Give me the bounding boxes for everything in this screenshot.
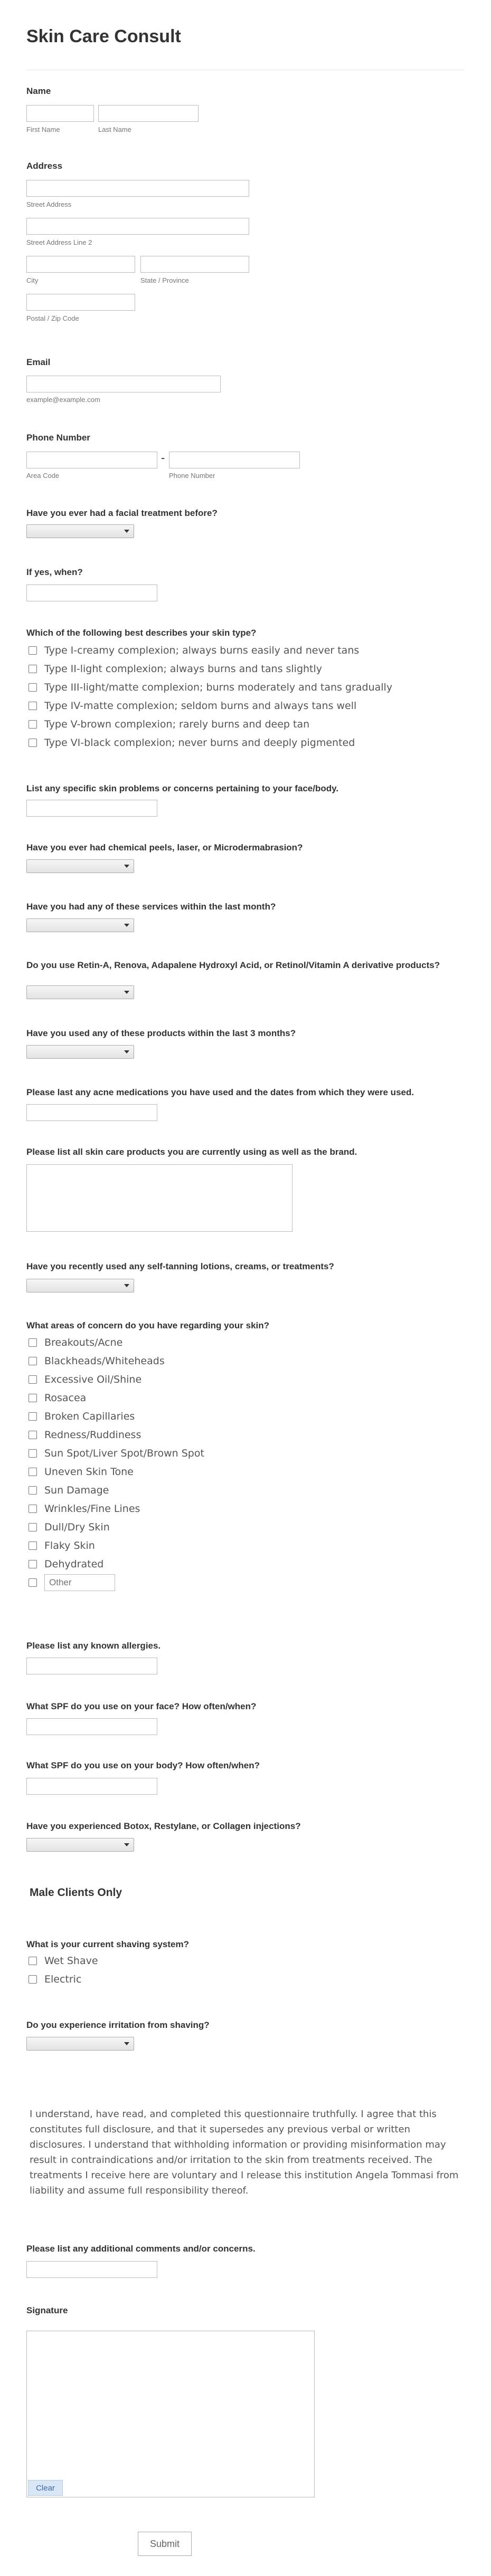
peels-select[interactable]	[26, 859, 134, 873]
acne-medications-input[interactable]	[26, 1104, 157, 1121]
concern-option[interactable]: Wrinkles/Fine Lines	[26, 1499, 459, 1518]
email-input[interactable]	[26, 376, 221, 392]
phone-label: Phone Number	[26, 433, 90, 443]
skin-type-option[interactable]: Type I-creamy complexion; always burns easily and never tans	[26, 641, 459, 659]
phone-separator: -	[161, 451, 165, 464]
skin-products-label: Please list all skin care products you are currently using as well as the brand.	[26, 1147, 357, 1157]
concern-option[interactable]: Dull/Dry Skin	[26, 1518, 459, 1536]
checkbox[interactable]	[29, 1523, 37, 1531]
concern-option[interactable]: Breakouts/Acne	[26, 1333, 459, 1352]
area-code-sublabel: Area Code	[26, 472, 60, 480]
self-tanning-select[interactable]	[26, 1279, 134, 1292]
signature-label: Signature	[26, 2305, 68, 2315]
other-concern-input[interactable]	[44, 1574, 115, 1591]
concern-option[interactable]: Uneven Skin Tone	[26, 1462, 459, 1481]
checkbox[interactable]	[29, 1486, 37, 1495]
checkbox[interactable]	[29, 1578, 37, 1587]
chevron-down-icon	[124, 530, 129, 533]
checkbox[interactable]	[29, 1431, 37, 1439]
shaving-system-label: What is your current shaving system?	[26, 1939, 189, 1949]
allergies-input[interactable]	[26, 1658, 157, 1674]
male-clients-heading: Male Clients Only	[30, 1886, 122, 1899]
skin-type-option[interactable]: Type IV-matte complexion; seldom burns and always tans well	[26, 696, 459, 715]
spf-body-input[interactable]	[26, 1778, 157, 1795]
concern-option[interactable]: Blackheads/Whiteheads	[26, 1352, 459, 1370]
phone-number-sublabel: Phone Number	[169, 472, 215, 480]
chevron-down-icon	[124, 991, 129, 994]
spf-face-label: What SPF do you use on your face? How often/when?	[26, 1701, 257, 1711]
checkbox[interactable]	[29, 1468, 37, 1476]
signature-pad[interactable]	[26, 2331, 315, 2497]
checkbox[interactable]	[29, 1957, 37, 1965]
street-address-input[interactable]	[26, 180, 249, 197]
disclaimer-text: I understand, have read, and completed this questionnaire truthfully. I agree that this constitutes full disclosure, and that it supersedes any previous verbal or written disclosures. I understand that withholding information or providing misinformation may result in contraindications and/or irritation to the skin from treatments received. The treatments I receive here are voluntary and I release this institution Angela Tommasi from liability and assume full responsibility thereof.	[30, 2109, 459, 2196]
phone-number-input[interactable]	[169, 452, 300, 468]
checkbox[interactable]	[29, 1560, 37, 1568]
retin-select[interactable]	[26, 985, 134, 999]
skin-type-option[interactable]: Type V-brown complexion; rarely burns and deep tan	[26, 715, 459, 733]
email-label: Email	[26, 357, 51, 367]
concern-option[interactable]: Redness/Ruddiness	[26, 1425, 459, 1444]
skin-type-option[interactable]: Type III-light/matte complexion; burns moderately and tans gradually	[26, 678, 459, 696]
facial-treatment-label: Have you ever had a facial treatment before?	[26, 508, 218, 518]
retin-label: Do you use Retin-A, Renova, Adapalene Hydroxyl Acid, or Retinol/Vitamin A derivative products?	[26, 960, 440, 970]
email-sublabel: example@example.com	[26, 396, 100, 404]
street-address-sublabel: Street Address	[26, 200, 72, 208]
spf-body-label: What SPF do you use on your body? How often/when?	[26, 1760, 260, 1770]
chevron-down-icon	[124, 924, 129, 927]
checkbox[interactable]	[29, 1375, 37, 1384]
name-label: Name	[26, 86, 51, 96]
concern-option[interactable]: Rosacea	[26, 1388, 459, 1407]
concern-areas-options	[26, 1333, 459, 1592]
checkbox[interactable]	[29, 1412, 37, 1421]
self-tanning-label: Have you recently used any self-tanning lotions, creams, or treatments?	[26, 1261, 334, 1271]
last-name-sublabel: Last Name	[98, 126, 131, 133]
services-label: Have you had any of these services within the last month?	[26, 902, 276, 912]
botox-select[interactable]	[26, 1838, 134, 1852]
when-input[interactable]	[26, 585, 157, 601]
skin-type-options	[26, 641, 459, 752]
checkbox[interactable]	[29, 702, 37, 710]
shaving-irritation-select[interactable]	[26, 2037, 134, 2051]
chevron-down-icon	[124, 2042, 129, 2045]
area-code-input[interactable]	[26, 452, 157, 468]
checkbox[interactable]	[29, 739, 37, 747]
skin-type-label: Which of the following best describes your skin type?	[26, 628, 257, 638]
checkbox[interactable]	[29, 720, 37, 729]
skin-type-option[interactable]: Type II-light complexion; always burns and tans slightly	[26, 659, 459, 678]
postal-code-sublabel: Postal / Zip Code	[26, 314, 79, 322]
comments-input[interactable]	[26, 2261, 157, 2278]
submit-button[interactable]: Submit	[138, 2532, 192, 2556]
street-address-2-input[interactable]	[26, 218, 249, 235]
concern-option[interactable]: Excessive Oil/Shine	[26, 1370, 459, 1388]
skin-products-textarea[interactable]	[26, 1164, 292, 1232]
concern-areas-label: What areas of concern do you have regarding your skin?	[26, 1320, 270, 1330]
shaving-system-options	[26, 1951, 238, 1988]
shaving-option[interactable]: Electric	[26, 1970, 238, 1988]
chevron-down-icon	[124, 1843, 129, 1846]
skin-problems-input[interactable]	[26, 800, 157, 817]
when-label: If yes, when?	[26, 567, 83, 577]
state-sublabel: State / Province	[140, 276, 189, 284]
acne-medications-label: Please last any acne medications you have used and the dates from which they were used.	[26, 1087, 414, 1097]
state-input[interactable]	[140, 256, 249, 273]
facial-treatment-select[interactable]	[26, 524, 134, 538]
form-title: Skin Care Consult	[26, 26, 181, 46]
city-input[interactable]	[26, 256, 135, 273]
shaving-option[interactable]: Wet Shave	[26, 1951, 238, 1970]
allergies-label: Please list any known allergies.	[26, 1641, 161, 1651]
checkbox[interactable]	[29, 1541, 37, 1550]
concern-option[interactable]: Sun Damage	[26, 1481, 459, 1499]
chevron-down-icon	[124, 865, 129, 868]
concern-option[interactable]: Flaky Skin	[26, 1536, 459, 1555]
skin-type-option[interactable]: Type VI-black complexion; never burns and deeply pigmented	[26, 733, 459, 752]
shaving-irritation-label: Do you experience irritation from shaving?	[26, 2020, 210, 2030]
products-3-months-label: Have you used any of these products within the last 3 months?	[26, 1028, 296, 1038]
spf-face-input[interactable]	[26, 1718, 157, 1735]
services-select[interactable]	[26, 918, 134, 932]
street-address-2-sublabel: Street Address Line 2	[26, 238, 92, 246]
checkbox[interactable]	[29, 683, 37, 692]
checkbox[interactable]	[29, 1357, 37, 1365]
skin-problems-label: List any specific skin problems or concerns pertaining to your face/body.	[26, 783, 339, 793]
first-name-input[interactable]	[26, 105, 94, 122]
address-label: Address	[26, 161, 63, 171]
city-sublabel: City	[26, 276, 39, 284]
checkbox[interactable]	[29, 1449, 37, 1458]
concern-option[interactable]: Broken Capillaries	[26, 1407, 459, 1425]
botox-label: Have you experienced Botox, Restylane, or Collagen injections?	[26, 1821, 301, 1831]
concern-option[interactable]: Dehydrated	[26, 1555, 459, 1573]
checkbox[interactable]	[29, 1975, 37, 1984]
last-name-input[interactable]	[98, 105, 199, 122]
chevron-down-icon	[124, 1050, 129, 1054]
clear-signature-button[interactable]: Clear	[28, 2480, 63, 2496]
checkbox[interactable]	[29, 1338, 37, 1347]
concern-option[interactable]: Sun Spot/Liver Spot/Brown Spot	[26, 1444, 459, 1462]
checkbox[interactable]	[29, 646, 37, 655]
chevron-down-icon	[124, 1284, 129, 1287]
checkbox[interactable]	[29, 1394, 37, 1402]
products-3-months-select[interactable]	[26, 1045, 134, 1059]
concern-option-other[interactable]	[26, 1573, 459, 1592]
comments-label: Please list any additional comments and/or concerns.	[26, 2244, 256, 2254]
checkbox[interactable]	[29, 1505, 37, 1513]
checkbox[interactable]	[29, 665, 37, 673]
postal-code-input[interactable]	[26, 294, 135, 311]
peels-label: Have you ever had chemical peels, laser, or Microdermabrasion?	[26, 842, 303, 853]
first-name-sublabel: First Name	[26, 126, 60, 133]
